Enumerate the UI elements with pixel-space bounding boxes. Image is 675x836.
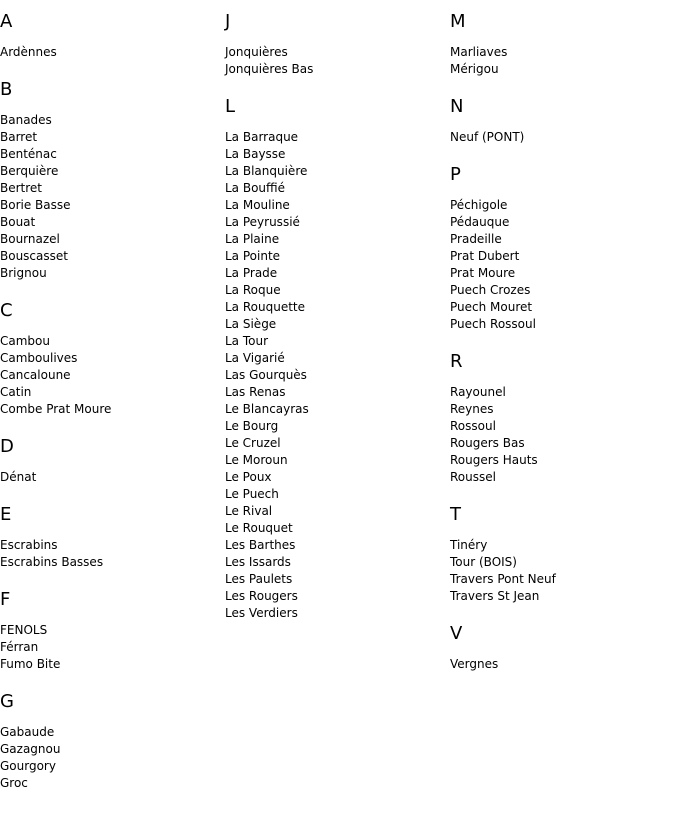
letter-heading: V	[450, 623, 463, 644]
place-name: Reynes	[450, 402, 494, 416]
place-name: Travers St Jean	[450, 589, 540, 603]
place-name: La Blanquière	[225, 164, 308, 178]
place-name: Le Bourg	[225, 419, 279, 433]
place-name: Puech Crozes	[450, 283, 531, 297]
letter-group-p	[450, 163, 670, 333]
place-name: Jonquières Bas	[225, 62, 314, 76]
place-name: La Barraque	[225, 130, 299, 144]
place-name: Gourgory	[0, 759, 56, 773]
place-name: Bouscasset	[0, 249, 68, 263]
place-name: La Plaine	[225, 232, 280, 246]
place-name: Le Poux	[225, 470, 272, 484]
place-name: Puech Mouret	[450, 300, 533, 314]
place-name: Escrabins	[0, 538, 58, 552]
place-name: Banades	[0, 113, 52, 127]
place-name: La Siège	[225, 317, 277, 331]
place-name: Roussel	[450, 470, 496, 484]
letter-heading: F	[0, 589, 11, 610]
letter-heading: P	[450, 164, 461, 185]
place-name: Gabaude	[0, 725, 55, 739]
place-name: Rougers Hauts	[450, 453, 538, 467]
place-name: Ardènnes	[0, 45, 57, 59]
index-column-2	[225, 10, 445, 639]
place-name: Berquière	[0, 164, 59, 178]
place-name: Prat Moure	[450, 266, 516, 280]
place-name: Brignou	[0, 266, 47, 280]
place-name: Fumo Bite	[0, 657, 61, 671]
place-name: La Pointe	[225, 249, 281, 263]
place-name: Prat Dubert	[450, 249, 520, 263]
place-name: La Baysse	[225, 147, 286, 161]
letter-group-n	[450, 95, 670, 146]
letter-group-v	[450, 622, 670, 673]
letter-group-l	[225, 95, 445, 622]
place-name: Bouat	[0, 215, 36, 229]
place-name: Les Issards	[225, 555, 291, 569]
letter-heading: N	[450, 96, 464, 117]
letter-group-e	[0, 503, 220, 571]
letter-heading: M	[450, 11, 466, 32]
index-column-1	[0, 10, 220, 809]
place-name: La Mouline	[225, 198, 290, 212]
letter-group-m	[450, 10, 670, 78]
place-name: Le Moroun	[225, 453, 288, 467]
place-name: Les Verdiers	[225, 606, 298, 620]
place-name: Vergnes	[450, 657, 499, 671]
letter-heading: J	[225, 11, 231, 32]
place-name: Neuf (PONT)	[450, 130, 525, 144]
letter-group-d	[0, 435, 220, 486]
place-name: Gazagnou	[0, 742, 61, 756]
place-name: Tinéry	[450, 538, 488, 552]
place-name: Cancaloune	[0, 368, 71, 382]
place-name: Le Rouquet	[225, 521, 293, 535]
place-name: Benténac	[0, 147, 57, 161]
place-name: Les Rougers	[225, 589, 298, 603]
place-name: Puech Rossoul	[450, 317, 536, 331]
place-name: Groc	[0, 776, 28, 790]
letter-heading: L	[225, 96, 236, 117]
place-name: Marliaves	[450, 45, 508, 59]
letter-heading: A	[0, 11, 13, 32]
place-name: La Bouffié	[225, 181, 286, 195]
place-name: La Rouquette	[225, 300, 305, 314]
letter-group-c	[0, 299, 220, 418]
place-name: Jonquières	[225, 45, 288, 59]
place-name: La Vigarié	[225, 351, 285, 365]
place-name: Escrabins Basses	[0, 555, 104, 569]
place-name: Catin	[0, 385, 32, 399]
place-name: Bournazel	[0, 232, 60, 246]
place-name: Rossoul	[450, 419, 496, 433]
place-name: Le Puech	[225, 487, 279, 501]
place-name: Borie Basse	[0, 198, 71, 212]
place-name: La Roque	[225, 283, 281, 297]
place-name: Pédauque	[450, 215, 510, 229]
place-name: Travers Pont Neuf	[450, 572, 556, 586]
letter-group-g	[0, 690, 220, 792]
letter-heading: B	[0, 79, 13, 100]
place-name: Pradeille	[450, 232, 502, 246]
place-name: La Prade	[225, 266, 278, 280]
place-name: Férran	[0, 640, 39, 654]
letter-heading: E	[0, 504, 12, 525]
letter-heading: D	[0, 436, 14, 457]
place-name: FENOLS	[0, 623, 48, 637]
place-name: Le Blancayras	[225, 402, 309, 416]
index-column-3	[450, 10, 670, 690]
letter-group-a	[0, 10, 220, 61]
place-name: Dénat	[0, 470, 37, 484]
letter-group-r	[450, 350, 670, 486]
place-name: Péchigole	[450, 198, 508, 212]
place-name: Les Barthes	[225, 538, 296, 552]
place-name: Las Gourquès	[225, 368, 307, 382]
letter-group-f	[0, 588, 220, 673]
place-name: Camboulives	[0, 351, 78, 365]
place-name: La Peyrussié	[225, 215, 300, 229]
place-name: Rayounel	[450, 385, 506, 399]
letter-heading: C	[0, 300, 13, 321]
place-name: Le Rival	[225, 504, 273, 518]
place-name: La Tour	[225, 334, 269, 348]
place-name: Combe Prat Moure	[0, 402, 112, 416]
letter-heading: R	[450, 351, 463, 372]
place-name: Rougers Bas	[450, 436, 525, 450]
place-name: Las Renas	[225, 385, 286, 399]
place-name: Le Cruzel	[225, 436, 281, 450]
place-name: Tour (BOIS)	[450, 555, 517, 569]
letter-heading: T	[450, 504, 461, 525]
letter-group-j	[225, 10, 445, 78]
place-name: Les Paulets	[225, 572, 293, 586]
place-name: Mérigou	[450, 62, 499, 76]
place-name: Bertret	[0, 181, 43, 195]
place-name: Barret	[0, 130, 38, 144]
letter-group-t	[450, 503, 670, 605]
letter-heading: G	[0, 691, 14, 712]
letter-group-b	[0, 78, 220, 282]
place-name: Cambou	[0, 334, 50, 348]
